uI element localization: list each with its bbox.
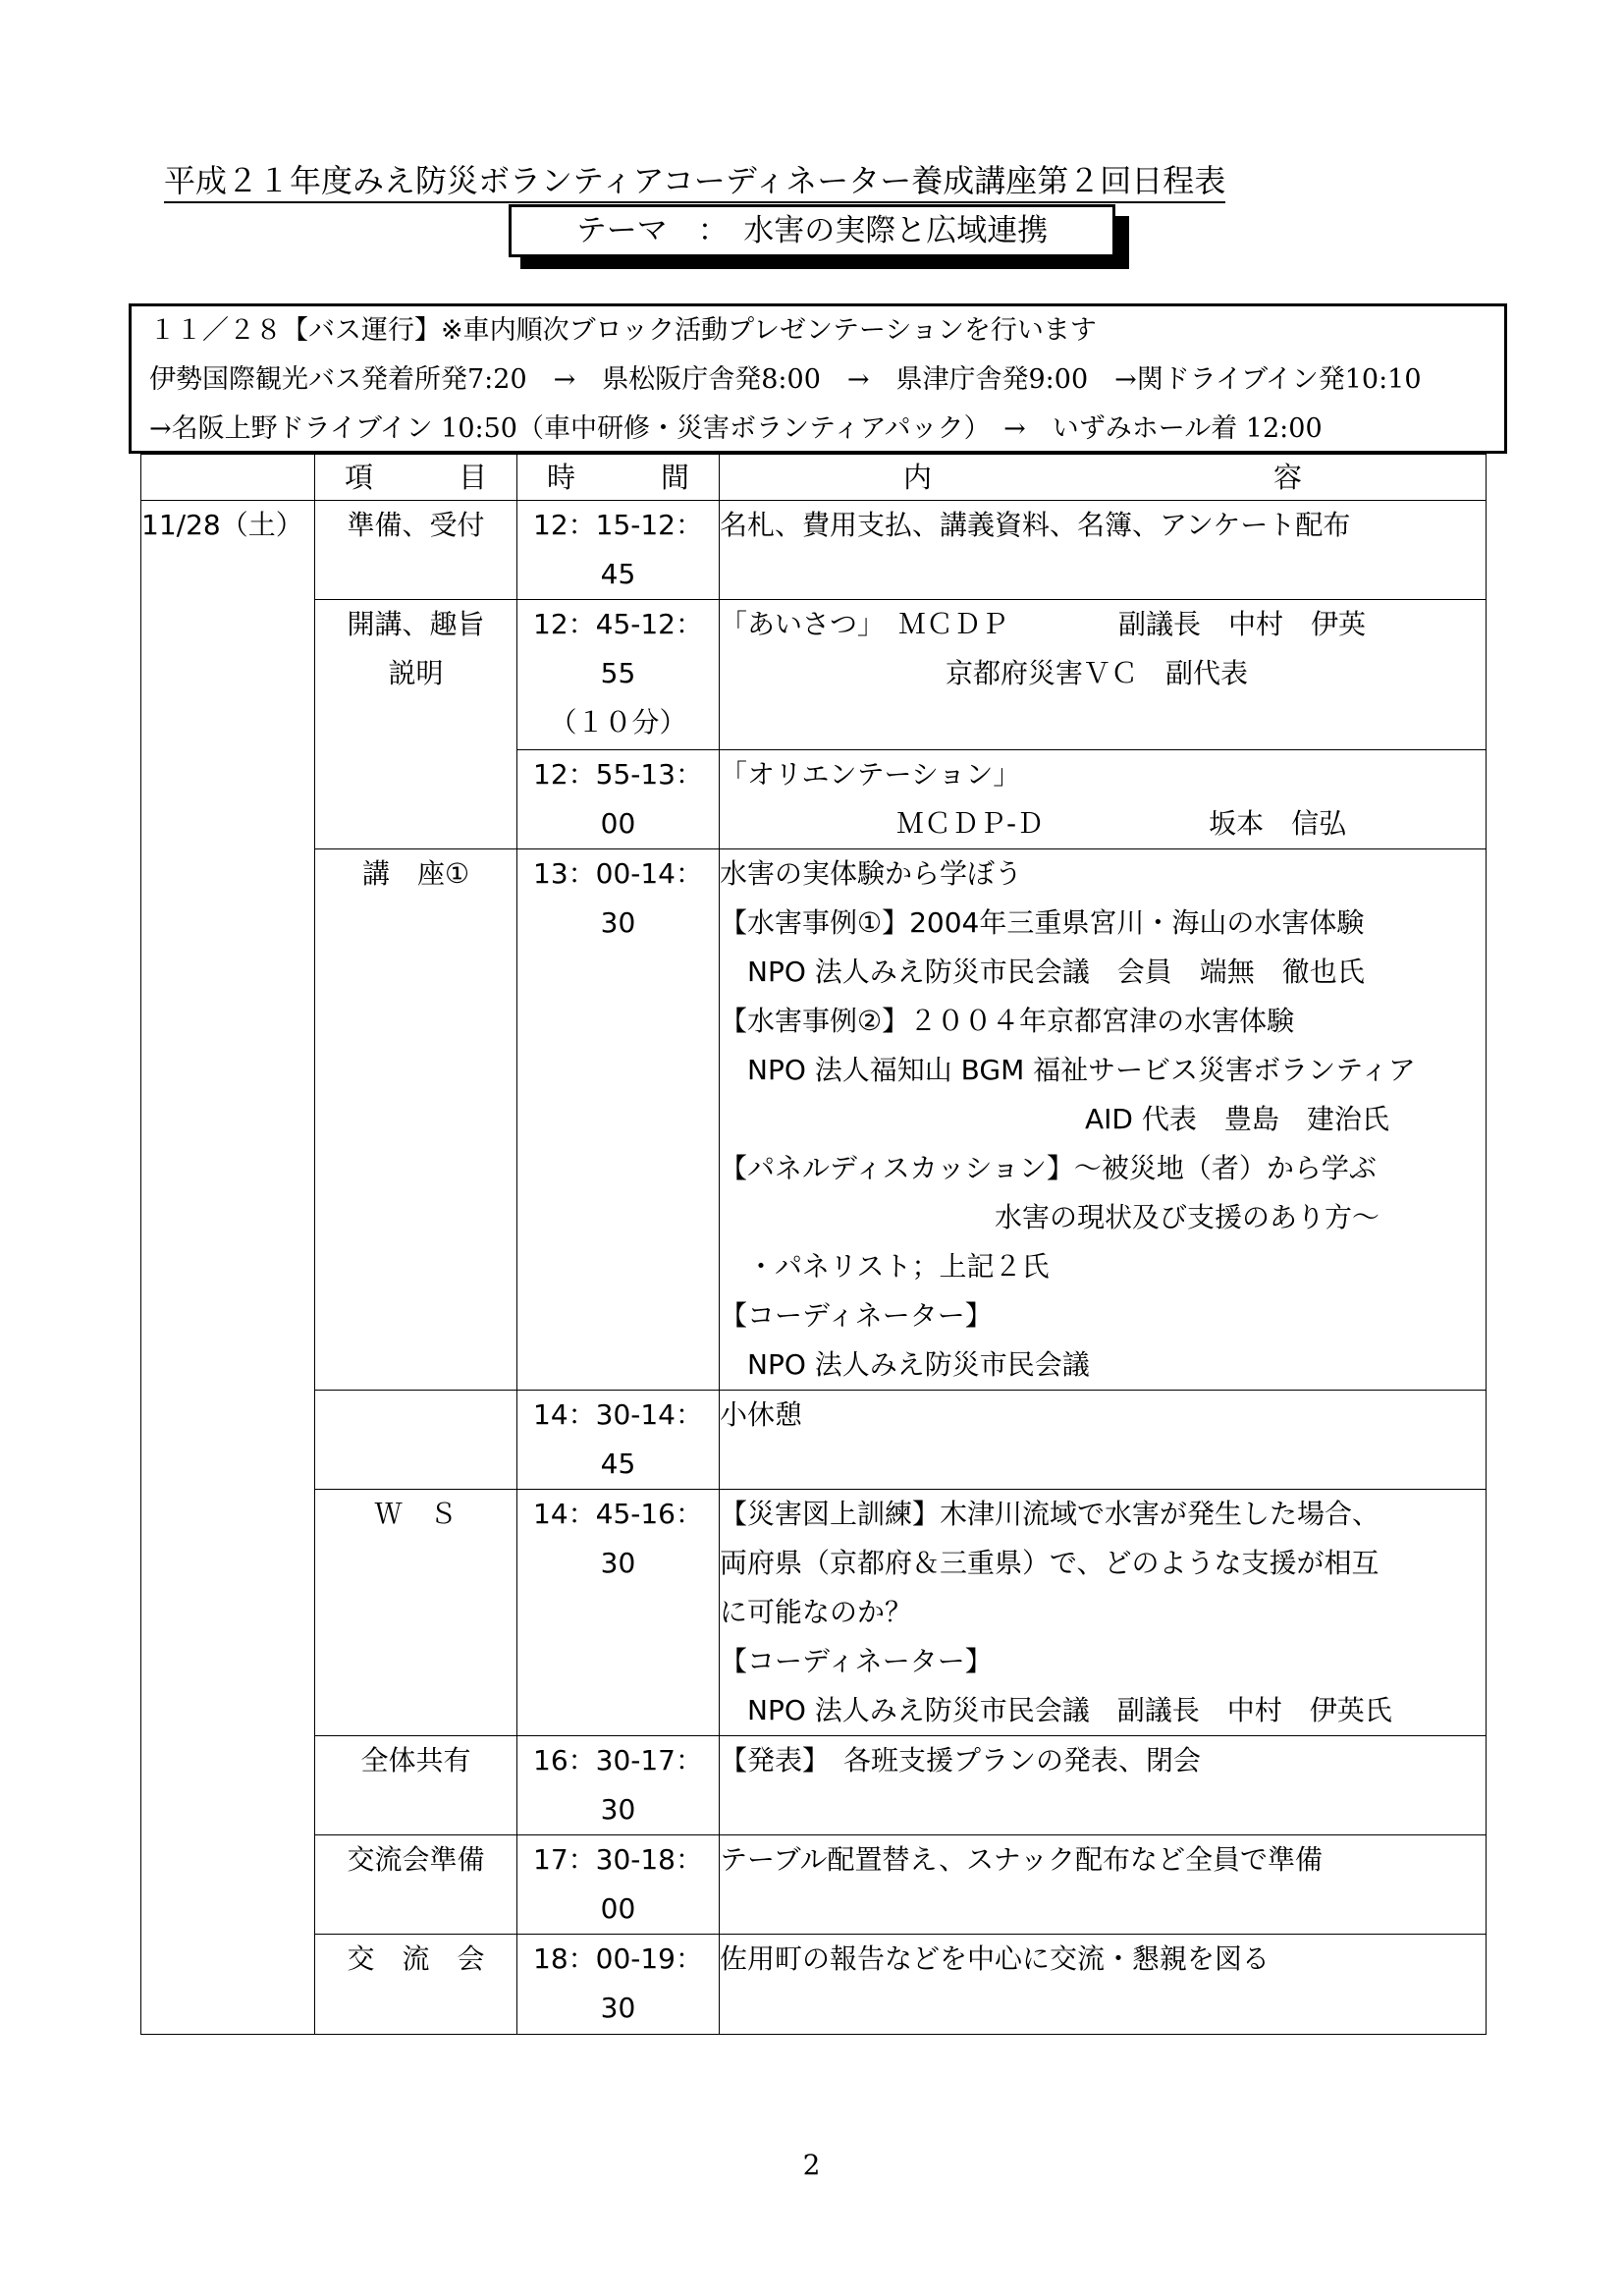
content-cell: 小休憩 xyxy=(720,1391,1487,1490)
item-cell: 交流会準備 xyxy=(315,1835,517,1935)
header-content: 内 容 xyxy=(720,455,1487,501)
bus-schedule-box xyxy=(129,303,1507,454)
content-cell: 【発表】 各班支援プランの発表、閉会 xyxy=(720,1736,1487,1835)
theme-banner xyxy=(509,204,1129,269)
theme-text: テーマ ： 水害の実際と広域連携 xyxy=(509,204,1115,257)
table-row xyxy=(141,600,1487,750)
time-cell: 12：45-12： 55 （１０分） xyxy=(517,600,720,750)
time-cell: 18：00-19： 30 xyxy=(517,1935,720,2035)
item-cell: 講 座① xyxy=(315,849,517,1391)
date-cell: 11/28（土） xyxy=(141,501,315,2035)
item-cell xyxy=(315,1391,517,1490)
content-cell: 名札、費用支払、講義資料、名簿、アンケート配布 xyxy=(720,501,1487,600)
time-cell: 13：00-14： 30 xyxy=(517,849,720,1391)
bus-route-line-1: 伊勢国際観光バス発着所発7:20 → 県松阪庁舎発8:00 → 県津庁舎発9:00 →関ドライブイン発10:10 xyxy=(149,364,1422,395)
schedule-table xyxy=(140,454,1487,2035)
time-cell: 14：45-16： 30 xyxy=(517,1490,720,1736)
content-cell: 水害の実体験から学ぼう 【水害事例①】2004年三重県宮川・海山の水害体験 NPO 法人みえ防災市民会議 会員 端無 徹也氏 【水害事例②】２００４年京都宮津の水害体験 NPO 法人福知山 BGM 福祉サービス災害ボランティア AID 代表 豊島 建治氏 【パネルディスカッション】～被災地（者）から学ぶ 水害の現状及び支援のあり方～ ・パネリスト；上記２氏 【コーディネーター】 NPO 法人みえ防災市民会議 xyxy=(720,849,1487,1391)
table-row xyxy=(141,501,1487,600)
content-cell: 佐用町の報告などを中心に交流・懇親を図る xyxy=(720,1935,1487,2035)
table-row xyxy=(141,1935,1487,2035)
header-item: 項 目 xyxy=(315,455,517,501)
item-cell: 開講、趣旨 説明 xyxy=(315,600,517,849)
header-time: 時 間 xyxy=(517,455,720,501)
time-cell: 17：30-18： 00 xyxy=(517,1835,720,1935)
item-cell: 全体共有 xyxy=(315,1736,517,1835)
item-cell: 準備、受付 xyxy=(315,501,517,600)
time-cell: 12：55-13： 00 xyxy=(517,750,720,849)
time-cell: 14：30-14： 45 xyxy=(517,1391,720,1490)
content-cell: 【災害図上訓練】木津川流域で水害が発生した場合、 両府県（京都府＆三重県）で、どのような支援が相互 に可能なのか？ 【コーディネーター】 NPO 法人みえ防災市民会議 副議長 中村 伊英氏 xyxy=(720,1490,1487,1736)
item-cell: 交 流 会 xyxy=(315,1935,517,2035)
content-cell: 「あいさつ」 ＭＣＤＰ 副議長 中村 伊英 京都府災害ＶＣ 副代表 xyxy=(720,600,1487,750)
table-row xyxy=(141,1391,1487,1490)
time-cell: 12：15-12： 45 xyxy=(517,501,720,600)
table-row xyxy=(141,1490,1487,1736)
bus-route-line-2: →名阪上野ドライブイン 10:50（車中研修・災害ボランティアパック） → いずみホール着 12:00 xyxy=(149,413,1323,444)
bus-schedule-heading: １１／２８【バス運行】※車内順次ブロック活動プレゼンテーションを行います xyxy=(149,315,1097,346)
table-row xyxy=(141,1835,1487,1935)
table-row xyxy=(141,1736,1487,1835)
time-cell: 16：30-17： 30 xyxy=(517,1736,720,1835)
content-cell: テーブル配置替え、スナック配布など全員で準備 xyxy=(720,1835,1487,1935)
header-date xyxy=(141,455,315,501)
document-title: 平成２１年度みえ防災ボランティアコーディネーター養成講座第２回日程表 xyxy=(164,160,1225,203)
table-row xyxy=(141,849,1487,1391)
page-number: 2 xyxy=(802,2149,821,2181)
item-cell: Ｗ Ｓ xyxy=(315,1490,517,1736)
content-cell: 「オリエンテーション」 ＭＣＤＰ-Ｄ 坂本 信弘 xyxy=(720,750,1487,849)
table-header-row xyxy=(141,455,1487,501)
